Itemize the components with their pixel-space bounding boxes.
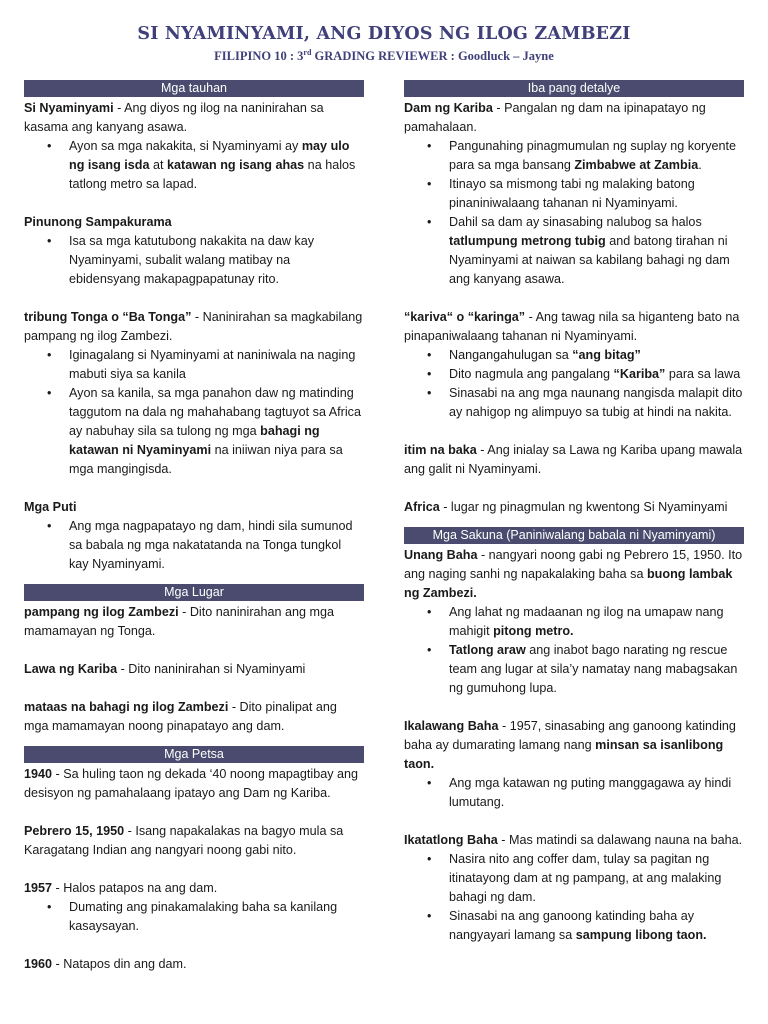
list-item: • Ayon sa kanila, sa mga panahon daw ng matinding taggutom na dala ng mahahabang tagtuyot sa Africa ay nabuhay sila sa tulong ng mga bahagi ng katawan ni Nyaminyami na iniiwan niya para sa mga mangingisda. (24, 384, 364, 479)
entry-nyaminyami: Si Nyaminyami - Ang diyos ng ilog na naninirahan sa kasama ang kanyang asawa. (24, 101, 324, 134)
list-item: • Isa sa mga katutubong nakakita na daw kay Nyaminyami, subalit walang matibay na ebidensyang makapagpapatunay rito. (24, 232, 364, 289)
dam-bullets (404, 137, 744, 289)
entry-1940: 1940 - Sa huling taon ng dekada ‘40 noong mapagtibay ang desisyon ng pamahalaang ipatayo ang Dam ng Kariba. (24, 767, 359, 800)
entry-lawa: Lawa ng Kariba - Dito naninirahan si Nyaminyami (24, 662, 306, 676)
section-header-sakuna: Mga Sakuna (Paniniwalang babala ni Nyaminyami) (404, 527, 744, 544)
entry-1957: 1957 - Halos patapos na ang dam. (24, 881, 218, 895)
section-header-tauhan: Mga tauhan (24, 80, 364, 97)
list-item: • Dumating ang pinakamalaking baha sa kanilang kasaysayan. (24, 898, 364, 936)
list-item: • Sinasabi na ang ganoong katinding baha ay nangyayari lamang sa sampung libong taon. (404, 907, 744, 945)
section-header-petsa: Mga Petsa (24, 746, 364, 763)
section-header-detalye: Iba pang detalye (404, 80, 744, 97)
entry-africa: Africa - lugar ng pinagmulan ng kwentong Si Nyaminyami (404, 500, 728, 514)
kariva-bullets (404, 346, 744, 422)
page-subtitle: FILIPINO 10 : 3rd GRADING REVIEWER : Goodluck – Jayne (214, 48, 554, 64)
list-item: • Itinayo sa mismong tabi ng malaking batong pinaniniwalaang tahanan ni Nyaminyami. (404, 175, 744, 213)
entry-ikalawang-baha: Ikalawang Baha - 1957, sinasabing ang ganoong katinding baha ay dumarating lamang nang minsan sa isanlibong taon. (404, 719, 736, 771)
entry-unang-baha: Unang Baha - nangyari noong gabi ng Pebrero 15, 1950. Ito ang naging sanhi ng napakalaking baha sa buong lambak ng Zambezi. (404, 548, 743, 600)
entry-itim-na-baka: itim na baka - Ang inialay sa Lawa ng Kariba upang mawala ang galit ni Nyaminyami. (404, 443, 743, 476)
baha2-bullets (404, 774, 744, 812)
entry-ikatatlong-baha: Ikatatlong Baha - Mas matindi sa dalawang nauna na baha. (404, 833, 743, 847)
list-item: • Ang mga nagpapatayo ng dam, hindi sila sumunod sa babala ng mga nakatatanda na Tonga tungkol kay Nyaminyami. (24, 517, 364, 574)
puti-bullets (24, 517, 364, 574)
p1957-bullets (24, 898, 364, 936)
entry-puti: Mga Puti (24, 500, 77, 514)
list-item: • Nasira nito ang coffer dam, tulay sa pagitan ng itinatayong dam at ng pampang, at ang malaking bahagi ng dam. (404, 850, 744, 907)
entry-1950: Pebrero 15, 1950 - Isang napakalakas na bagyo mula sa Karagatang Indian ang nangyari noong gabi nito. (24, 824, 344, 857)
page-title: SI NYAMINYAMI, ANG DIYOS NG ILOG ZAMBEZI (137, 24, 631, 44)
entry-kariva: “kariva“ o “karinga” - Ang tawag nila sa higanteng bato na pinapaniwalaang tahanan ni Nyaminyami. (404, 310, 740, 343)
section-header-lugar: Mga Lugar (24, 584, 364, 601)
list-item: • Ang mga katawan ng puting manggagawa ay hindi lumutang. (404, 774, 744, 812)
baha1-bullets (404, 603, 744, 698)
list-item: • Nangangahulugan sa “ang bitag” (404, 346, 744, 365)
list-item: • Sinasabi na ang mga naunang nangisda malapit dito ay nahigop ng alimpuyo sa tubig at hindi na nakita. (404, 384, 744, 422)
list-item: • Ang lahat ng madaanan ng ilog na umapaw nang mahigit pitong metro. (404, 603, 744, 641)
list-item: • Pangunahing pinagmumulan ng suplay ng koryente para sa mga bansang Zimbabwe at Zambia. (404, 137, 744, 175)
left-column (24, 80, 364, 974)
tonga-bullets (24, 346, 364, 479)
entry-pinuno: Pinunong Sampakurama (24, 215, 172, 229)
nyaminyami-bullets (24, 137, 364, 194)
baha3-bullets (404, 850, 744, 945)
entry-mataas: mataas na bahagi ng ilog Zambezi - Dito pinalipat ang mga mamamayan noong pinapatayo ang dam. (24, 700, 337, 733)
pinuno-bullets (24, 232, 364, 289)
entry-pampang: pampang ng ilog Zambezi - Dito naninirahan ang mga mamamayan ng Tonga. (24, 605, 335, 638)
right-column (404, 80, 744, 945)
list-item: • Dito nagmula ang pangalang “Kariba” para sa lawa (404, 365, 744, 384)
list-item: • Tatlong araw ang inabot bago narating ng rescue team ang lugar at sila’y namatay nang mabagsakan ng gumuhong lupa. (404, 641, 744, 698)
list-item: • Iginagalang si Nyaminyami at naniniwala na naging mabuti siya sa kanila (24, 346, 364, 384)
entry-1960: 1960 - Natapos din ang dam. (24, 957, 187, 971)
list-item: • Dahil sa dam ay sinasabing nalubog sa halos tatlumpung metrong tubig and batong tirahan ni Nyaminyami at naiwan sa kabilang bahagi ng dam ang kanyang asawa. (404, 213, 744, 289)
list-item: • Ayon sa mga nakakita, si Nyaminyami ay may ulo ng isang isda at katawan ng isang ahas na halos tatlong metro sa lapad. (24, 137, 364, 194)
entry-tonga: tribung Tonga o “Ba Tonga” - Naninirahan sa magkabilang pampang ng ilog Zambezi. (24, 310, 363, 343)
entry-dam: Dam ng Kariba - Pangalan ng dam na ipinapatayo ng pamahalaan. (404, 101, 706, 134)
